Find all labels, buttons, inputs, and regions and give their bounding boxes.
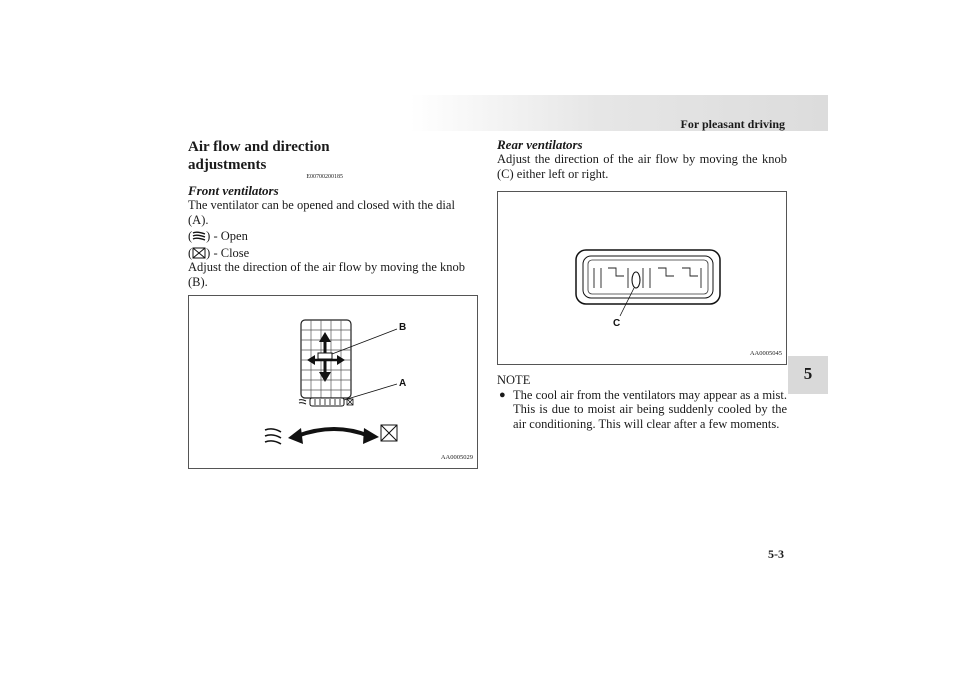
header-title: For pleasant driving [680,117,785,131]
section-code: E00700200185 [306,174,344,180]
close-legend [188,246,478,261]
open-label: ) - Open [206,229,248,243]
section-title [188,138,478,180]
close-label: ) - Close [206,245,250,260]
rear-ventilator-illustration [498,192,786,364]
direction-text: Adjust the direction of the air flow by moving the knob (B). [188,260,466,289]
rear-ventilator-figure [497,191,787,365]
intro-text: The ventilator can be opened and closed with the dial (A). [188,198,455,227]
closed-airflow-icon [192,247,206,259]
open-airflow-icon [192,230,206,242]
open-airflow-large-icon [265,429,281,444]
right-column [497,138,787,431]
close-paren: ( [188,245,193,260]
open-paren: ( [188,229,193,243]
knob-c [632,272,640,288]
page-number: 5-3 [768,547,784,561]
rear-body-text: Adjust the direction of the air flow by moving the knob (C) either left or right. [497,152,787,181]
front-ventilator-figure [188,295,478,469]
label-c: C [613,318,621,329]
note-item [497,388,787,432]
figure-code-right: AA0005045 [749,349,782,357]
front-ventilator-illustration [189,296,477,468]
note-label: NOTE [497,373,531,387]
left-column [188,138,478,469]
open-legend [188,229,478,244]
section-title-text: Air flow and direction adjustments [188,139,330,173]
rear-ventilators-heading: Rear ventilators [497,137,583,152]
figure-code-left: AA0005029 [440,453,473,461]
chapter-tab[interactable]: 5 [788,356,828,394]
front-ventilators-heading: Front ventilators [188,183,279,198]
label-a: A [399,378,407,389]
note-bullet: ● [499,388,506,401]
label-b: B [399,322,407,333]
note-text: The cool air from the ventilators may appear as a mist. This is due to moist air being suddenly cooled by the air conditioning. This will clear after a few moments. [513,387,787,431]
